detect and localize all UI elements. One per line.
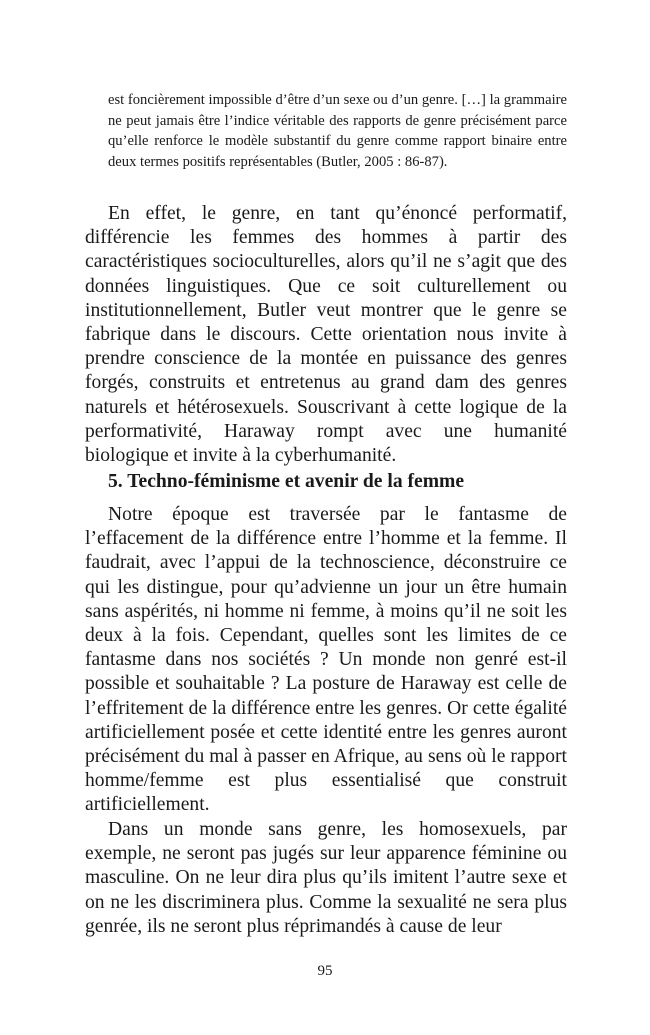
section-heading: 5. Techno-féminisme et avenir de la femme: [108, 471, 465, 492]
block-quote: est foncièrement impossible d’être d’un sexe ou d’un genre. […] la grammaire ne peut jamais être l’indice véritable des rapports de genre précisément parce qu’elle renforce le modèle substantif du genre comme rapport binaire entre deux termes positifs représentables (Butler, 2005 : 86-87).: [108, 92, 567, 170]
page-number: 95: [317, 963, 333, 979]
paragraph-1: En effet, le genre, en tant qu’énoncé performatif, différencie les femmes des hommes à partir des caractéristiques socioculturelles, alors qu’il ne s’agit que des données linguistiques. Que ce soit culturellement ou institutionnellement, Butler veut montrer que le genre se fabrique dans le discours. Cette orientation nous invite à prendre conscience de la montée en puissance des genres forgés, construits et entretenus au grand dam des genres naturels et hétérosexuels. Souscrivant à cette logique de la performativité, Haraway rompt avec une humanité biologique et invite à la cyberhumanité.: [85, 203, 567, 467]
paragraph-3: Dans un monde sans genre, les homosexuels, par exemple, ne seront pas jugés sur leur apparence féminine ou masculine. On ne leur dira plus qu’ils imitent l’autre sexe et on ne les discriminera plus. Comme la sexualité ne sera plus genrée, ils ne seront plus réprimandés à cause de leur: [85, 819, 567, 937]
paragraph-2: Notre époque est traversée par le fantasme de l’effacement de la différence entre l’homme et la femme. Il faudrait, avec l’appui de la technoscience, déconstruire ce qui les distingue, pour qu’advienne un jour un être humain sans aspérités, ni homme ni femme, à moins qu’il ne soit les deux à la fois. Cependant, quelles sont les limites de ce fantasme dans nos sociétés ? Un monde non genré est-il possible et souhaitable ? La posture de Haraway est celle de l’effritement de la différence entre les genres. Or cette égalité artificiellement posée et cette identité entre les genres auront précisément du mal à passer en Afrique, au sens où le rapport homme/femme est plus essentialisé que construit artificiellement.: [85, 504, 567, 816]
